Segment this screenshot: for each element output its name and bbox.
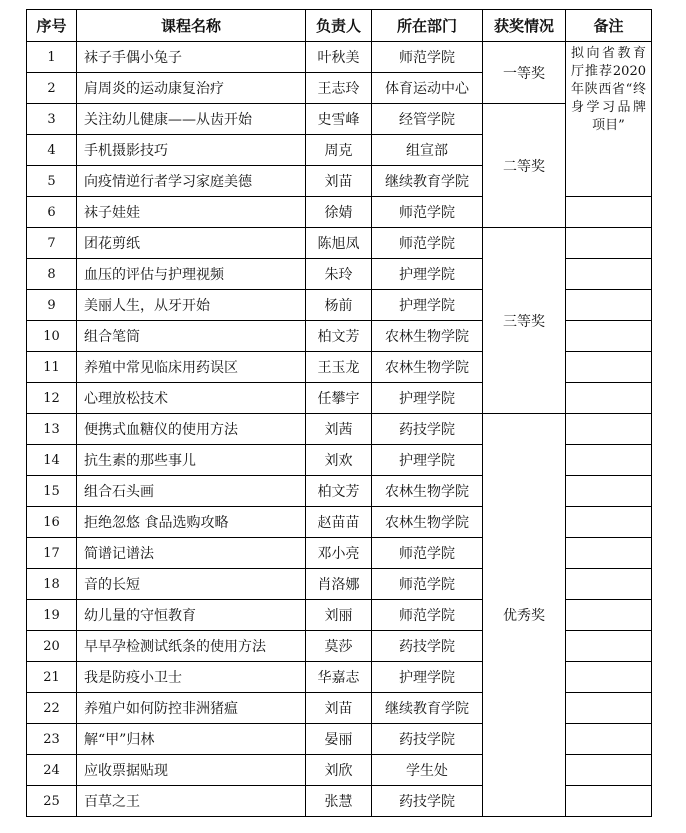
note-cell: [566, 42, 652, 197]
note-empty-cell: [566, 662, 652, 693]
row-seq: 18: [27, 569, 77, 600]
row-dept: 药技学院: [372, 414, 483, 445]
row-course-name: 袜子手偶小兔子: [77, 42, 306, 73]
awards-table: [26, 9, 652, 817]
note-empty-cell: [566, 228, 652, 259]
row-dept: 药技学院: [372, 786, 483, 817]
row-dept: 继续教育学院: [372, 693, 483, 724]
row-dept: 护理学院: [372, 259, 483, 290]
row-seq: 8: [27, 259, 77, 290]
table-row: [27, 228, 652, 259]
note-empty-cell: [566, 321, 652, 352]
award-third: 三等奖: [483, 228, 566, 414]
row-person: 赵苗苗: [306, 507, 372, 538]
row-dept: 师范学院: [372, 569, 483, 600]
row-seq: 16: [27, 507, 77, 538]
row-seq: 24: [27, 755, 77, 786]
row-person: 柏文芳: [306, 321, 372, 352]
row-dept: 师范学院: [372, 197, 483, 228]
row-course-name: 百草之王: [77, 786, 306, 817]
row-dept: 药技学院: [372, 724, 483, 755]
row-dept: 师范学院: [372, 538, 483, 569]
row-person: 徐婧: [306, 197, 372, 228]
row-course-name: 音的长短: [77, 569, 306, 600]
row-dept: 药技学院: [372, 631, 483, 662]
row-person: 王志玲: [306, 73, 372, 104]
table-row: [27, 42, 652, 73]
row-seq: 6: [27, 197, 77, 228]
header-row: [27, 10, 652, 42]
row-dept: 护理学院: [372, 445, 483, 476]
note-empty-cell: [566, 693, 652, 724]
note-empty-cell: [566, 383, 652, 414]
row-person: 莫莎: [306, 631, 372, 662]
row-person: 华嘉志: [306, 662, 372, 693]
row-person: 刘苗: [306, 693, 372, 724]
row-course-name: 拒绝忽悠 食品选购攻略: [77, 507, 306, 538]
note-empty-cell: [566, 507, 652, 538]
note-empty-cell: [566, 786, 652, 817]
row-course-name: 关注幼儿健康——从齿开始: [77, 104, 306, 135]
row-seq: 17: [27, 538, 77, 569]
row-dept: 体育运动中心: [372, 73, 483, 104]
row-seq: 4: [27, 135, 77, 166]
row-person: 柏文芳: [306, 476, 372, 507]
row-seq: 5: [27, 166, 77, 197]
row-course-name: 血压的评估与护理视频: [77, 259, 306, 290]
row-person: 刘欣: [306, 755, 372, 786]
row-person: 刘丽: [306, 600, 372, 631]
row-dept: 组宣部: [372, 135, 483, 166]
row-dept: 护理学院: [372, 290, 483, 321]
row-seq: 10: [27, 321, 77, 352]
row-person: 刘欢: [306, 445, 372, 476]
row-seq: 12: [27, 383, 77, 414]
header-person: 负责人: [306, 10, 372, 42]
row-seq: 1: [27, 42, 77, 73]
header-dept: 所在部门: [372, 10, 483, 42]
row-course-name: 组合石头画: [77, 476, 306, 507]
row-dept: 护理学院: [372, 662, 483, 693]
row-course-name: 我是防疫小卫士: [77, 662, 306, 693]
row-course-name: 简谱记谱法: [77, 538, 306, 569]
row-seq: 22: [27, 693, 77, 724]
row-seq: 2: [27, 73, 77, 104]
row-person: 刘苗: [306, 166, 372, 197]
row-course-name: 美丽人生，从牙开始: [77, 290, 306, 321]
row-course-name: 袜子娃娃: [77, 197, 306, 228]
row-person: 朱玲: [306, 259, 372, 290]
row-course-name: 养殖户如何防控非洲猪瘟: [77, 693, 306, 724]
row-seq: 15: [27, 476, 77, 507]
row-person: 杨前: [306, 290, 372, 321]
row-seq: 25: [27, 786, 77, 817]
row-person: 晏丽: [306, 724, 372, 755]
row-seq: 3: [27, 104, 77, 135]
row-seq: 9: [27, 290, 77, 321]
row-course-name: 团花剪纸: [77, 228, 306, 259]
row-dept: 经管学院: [372, 104, 483, 135]
row-person: 周克: [306, 135, 372, 166]
table-row: [27, 104, 652, 135]
table-row: [27, 414, 652, 445]
row-course-name: 手机摄影技巧: [77, 135, 306, 166]
note-empty-cell: [566, 414, 652, 445]
row-dept: 农林生物学院: [372, 476, 483, 507]
row-course-name: 向疫情逆行者学习家庭美德: [77, 166, 306, 197]
award-second: 二等奖: [483, 104, 566, 228]
row-course-name: 养殖中常见临床用药误区: [77, 352, 306, 383]
row-course-name: 心理放松技术: [77, 383, 306, 414]
row-dept: 农林生物学院: [372, 321, 483, 352]
row-course-name: 应收票据贴现: [77, 755, 306, 786]
row-course-name: 便携式血糖仪的使用方法: [77, 414, 306, 445]
row-seq: 11: [27, 352, 77, 383]
note-empty-cell: [566, 259, 652, 290]
row-seq: 7: [27, 228, 77, 259]
row-person: 刘茜: [306, 414, 372, 445]
note-empty-cell: [566, 290, 652, 321]
row-dept: 农林生物学院: [372, 352, 483, 383]
note-empty-cell: [566, 724, 652, 755]
row-dept: 护理学院: [372, 383, 483, 414]
header-course: 课程名称: [77, 10, 306, 42]
note-empty-cell: [566, 445, 652, 476]
note-empty-cell: [566, 197, 652, 228]
note-empty-cell: [566, 538, 652, 569]
note-empty-cell: [566, 569, 652, 600]
row-dept: 师范学院: [372, 228, 483, 259]
row-seq: 19: [27, 600, 77, 631]
row-dept: 师范学院: [372, 42, 483, 73]
row-person: 肖洛娜: [306, 569, 372, 600]
row-course-name: 解“甲”归林: [77, 724, 306, 755]
award-excellent: 优秀奖: [483, 414, 566, 817]
row-dept: 农林生物学院: [372, 507, 483, 538]
row-dept: 师范学院: [372, 600, 483, 631]
header-seq: 序号: [27, 10, 77, 42]
row-course-name: 肩周炎的运动康复治疗: [77, 73, 306, 104]
note-empty-cell: [566, 352, 652, 383]
row-person: 邓小亮: [306, 538, 372, 569]
note-empty-cell: [566, 631, 652, 662]
row-dept: 学生处: [372, 755, 483, 786]
row-seq: 20: [27, 631, 77, 662]
row-course-name: 抗生素的那些事儿: [77, 445, 306, 476]
header-award: 获奖情况: [483, 10, 566, 42]
row-course-name: 幼儿量的守恒教育: [77, 600, 306, 631]
row-person: 任攀宇: [306, 383, 372, 414]
note-empty-cell: [566, 600, 652, 631]
row-person: 陈旭凤: [306, 228, 372, 259]
award-first: 一等奖: [483, 42, 566, 104]
row-person: 王玉龙: [306, 352, 372, 383]
row-course-name: 组合笔筒: [77, 321, 306, 352]
note-empty-cell: [566, 755, 652, 786]
row-seq: 14: [27, 445, 77, 476]
row-dept: 继续教育学院: [372, 166, 483, 197]
row-person: 张慧: [306, 786, 372, 817]
header-note: 备注: [566, 10, 652, 42]
row-seq: 23: [27, 724, 77, 755]
row-seq: 13: [27, 414, 77, 445]
row-person: 史雪峰: [306, 104, 372, 135]
note-text: 拟向省教育厅推荐2020年陕西省“终身学习品牌项目”: [571, 46, 646, 133]
row-course-name: 早早孕检测试纸条的使用方法: [77, 631, 306, 662]
note-empty-cell: [566, 476, 652, 507]
row-seq: 21: [27, 662, 77, 693]
row-person: 叶秋美: [306, 42, 372, 73]
